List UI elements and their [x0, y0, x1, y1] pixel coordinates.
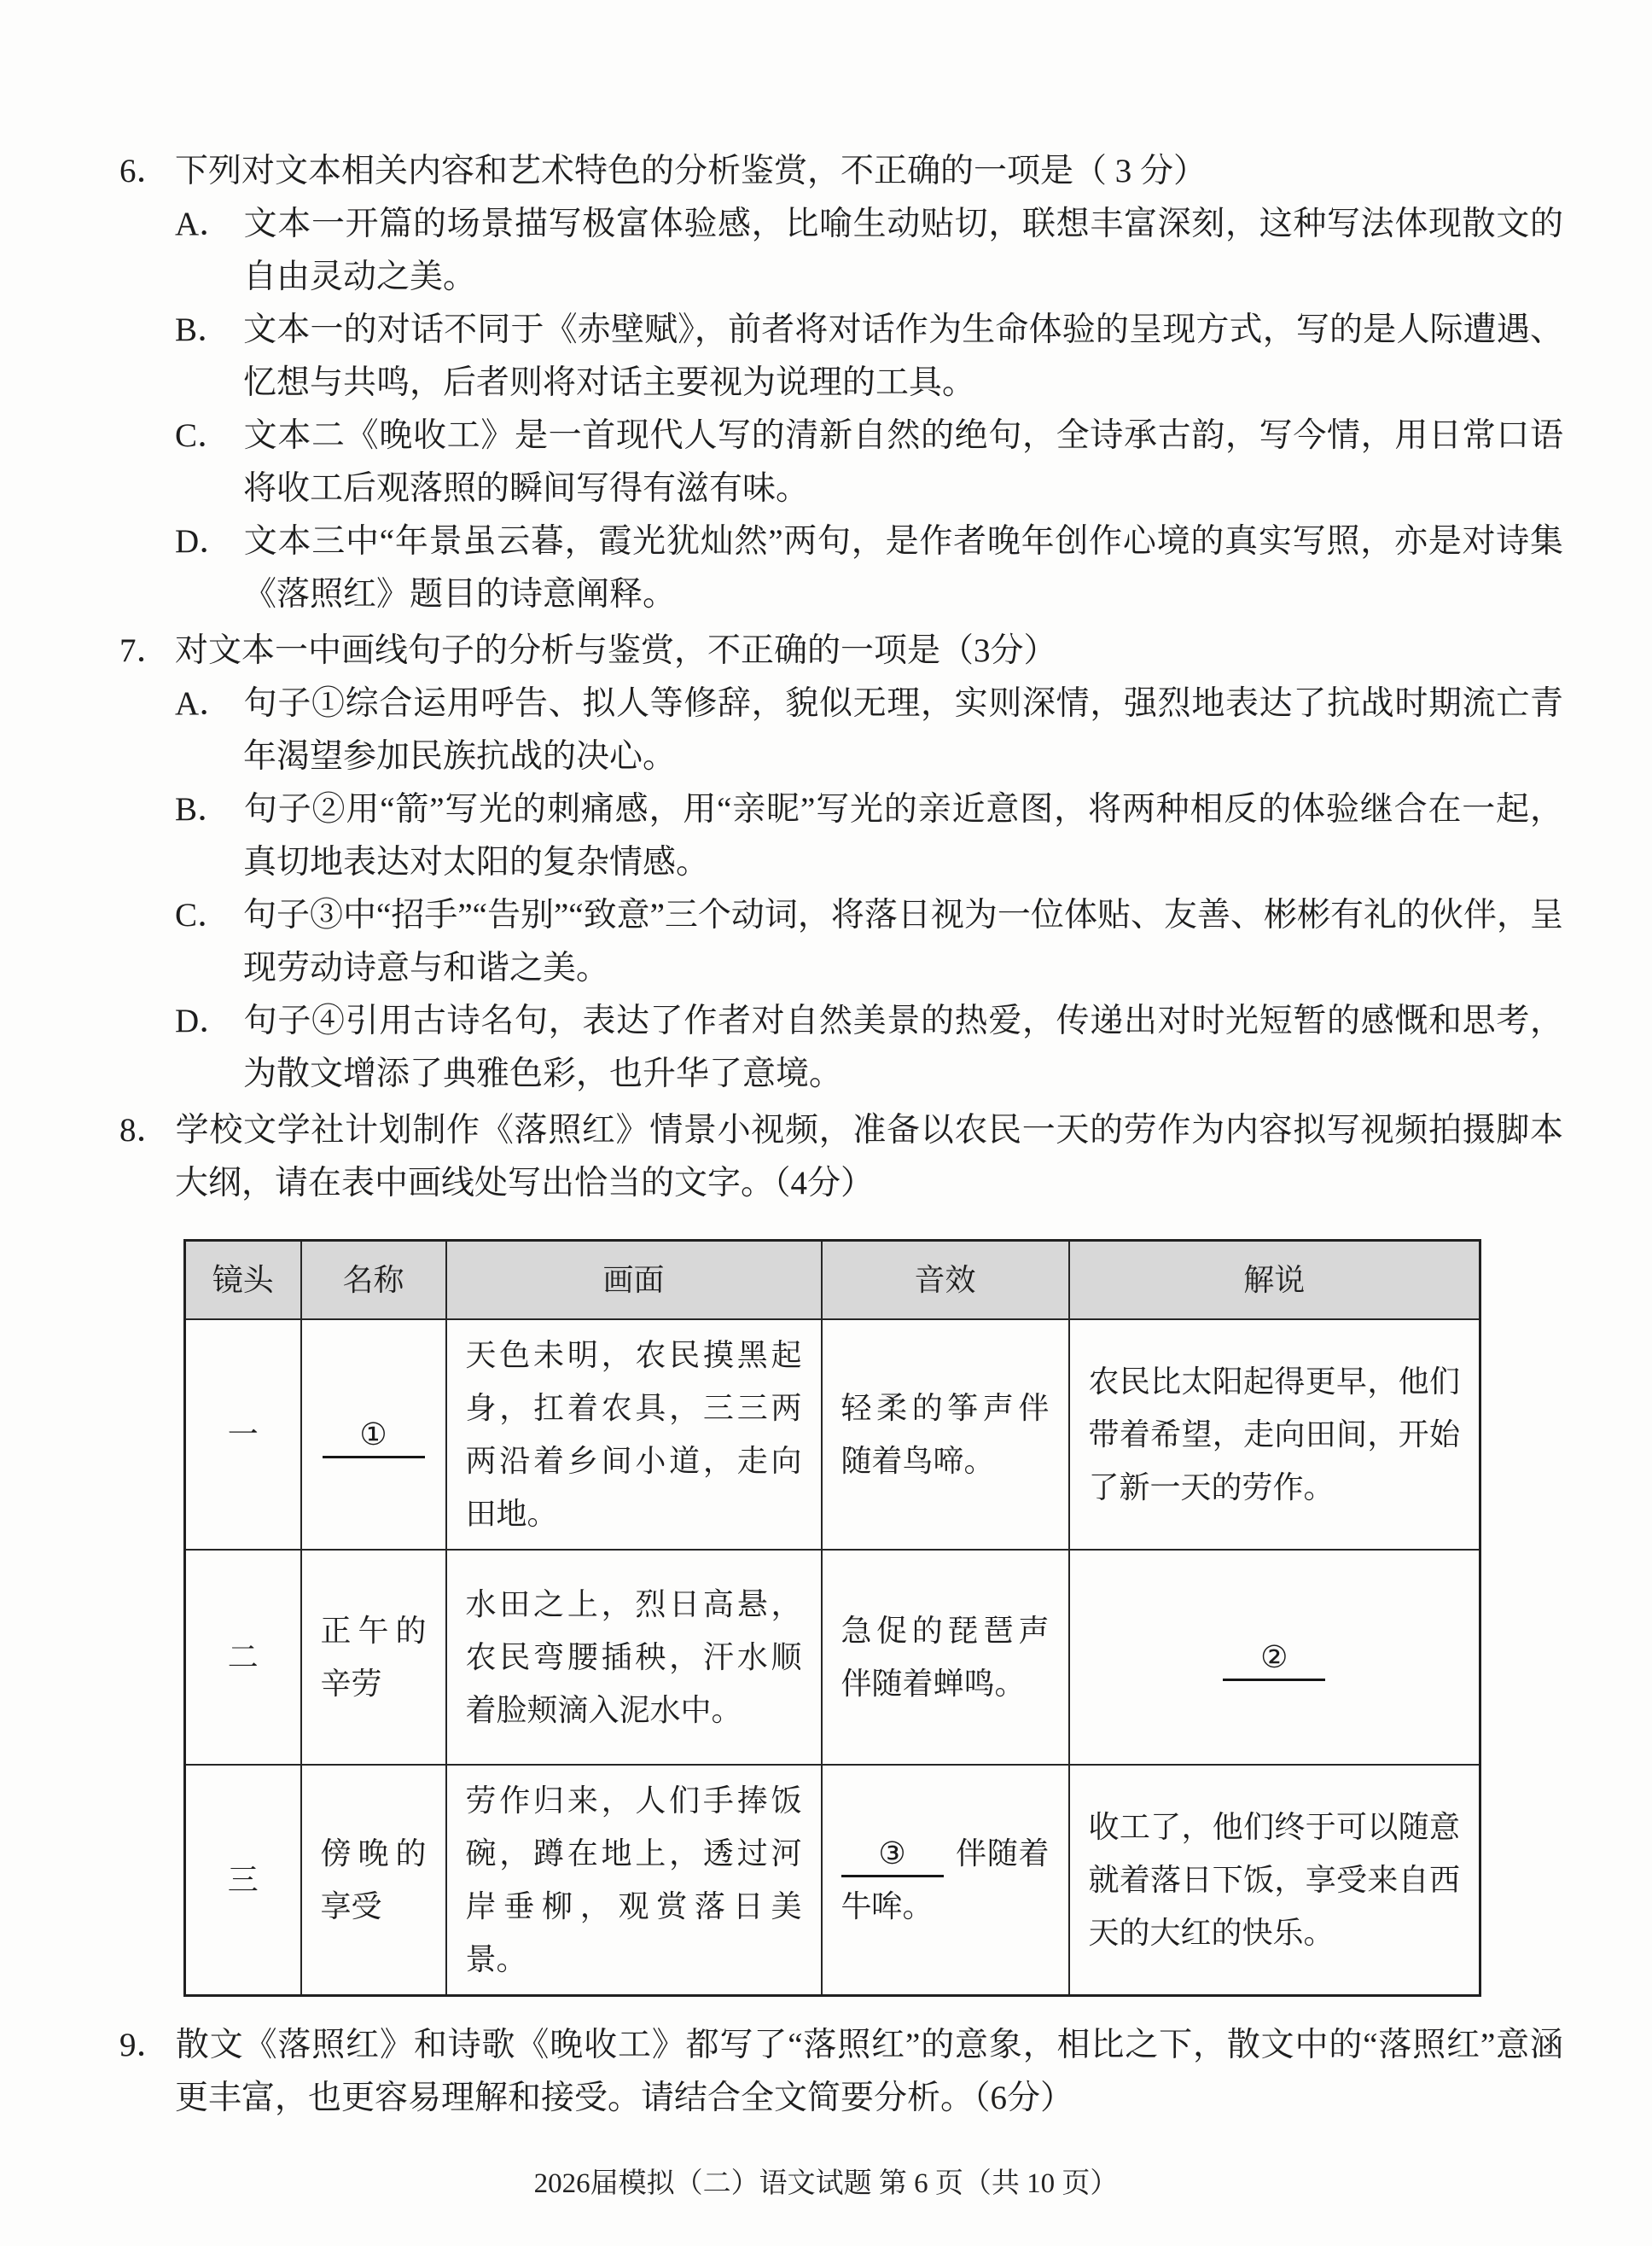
cell-text: 正午的辛劳 — [320, 1614, 427, 1701]
blank-field-1: ① — [323, 1417, 425, 1458]
cell-scene-2 — [446, 1550, 822, 1765]
cell-scene-1 — [446, 1319, 822, 1550]
question-7-option-a — [175, 678, 1563, 783]
question-6-option-b — [175, 304, 1563, 410]
table-row-1 — [185, 1319, 1480, 1550]
option-label: C． — [175, 417, 231, 454]
option-text: 句子④引用古诗名句，表达了作者对自然美景的热爱，传递出对时光短暂的感慨和思考，为散文增添了典雅色彩，也升华了意境。 — [243, 1003, 1563, 1092]
option-text: 文本一的对话不同于《赤壁赋》，前者将对话作为生命体验的呈现方式，写的是人际遭遇、忆想与共鸣，后者则将对话主要视为说理的工具。 — [243, 311, 1563, 401]
cell-name-3 — [301, 1765, 446, 1996]
cell-sound-2 — [822, 1550, 1069, 1765]
question-7-stem-text: 对文本一中画线句子的分析与鉴赏，不正确的一项是（3分） — [175, 632, 1057, 669]
option-text: 文本二《晚收工》是一首现代人写的清新自然的绝句，全诗承古韵，写今情，用日常口语将收工后观落照的瞬间写得有滋有味。 — [243, 417, 1563, 507]
cell-text: 二 — [227, 1640, 259, 1674]
question-9-stem — [119, 2019, 1563, 2125]
col-header-name: 名称 — [301, 1241, 446, 1320]
col-header-scene: 画面 — [446, 1241, 822, 1320]
cell-narration-1 — [1069, 1319, 1480, 1550]
option-text: 文本三中“年景虽云暮，霞光犹灿然”两句，是作者晚年创作心境的真实写照，亦是对诗集《落照红》题目的诗意阐释。 — [243, 523, 1563, 613]
option-label: D． — [175, 1003, 233, 1039]
page-footer-text: 2026届模拟（二）语文试题 第 6 页（共 10 页） — [533, 2168, 1119, 2199]
cell-text: 收工了，他们终于可以随意就着落日下饭，享受来自西天的大红的快乐。 — [1088, 1810, 1460, 1950]
cell-text: 劳作归来，人们手捧饭碗，蹲在地上，透过河岸垂柳，观赏落日美景。 — [465, 1783, 802, 1976]
blank-field-3: ③ — [841, 1836, 944, 1877]
option-label: B． — [175, 311, 231, 348]
question-7-number: 7． — [119, 632, 170, 669]
col-header-sound: 音效 — [822, 1241, 1069, 1320]
cell-sound-3 — [822, 1765, 1069, 1996]
question-9 — [119, 2019, 1563, 2125]
table-row-2 — [185, 1550, 1480, 1765]
cell-text: 天色未明，农民摸黑起身，扛着农具，三三两两沿着乡间小道，走向田地。 — [465, 1338, 802, 1531]
col-header-shot: 镜头 — [185, 1241, 301, 1320]
table-header-row — [185, 1241, 1480, 1320]
question-8-stem — [119, 1104, 1563, 1210]
cell-text: 轻柔的筝声伴随着鸟啼。 — [841, 1391, 1050, 1478]
question-6-option-c — [175, 410, 1563, 515]
cell-text: 一 — [227, 1417, 259, 1452]
table-row-3 — [185, 1765, 1480, 1996]
cell-text: 农民比太阳起得更早，他们带着希望，走向田间，开始了新一天的劳作。 — [1088, 1364, 1460, 1504]
question-6 — [119, 145, 1563, 621]
cell-name-2 — [301, 1550, 446, 1765]
cell-narration-3 — [1069, 1765, 1480, 1996]
question-6-stem — [119, 145, 1563, 198]
question-7-option-b — [175, 783, 1563, 889]
option-text: 句子③中“招手”“告别”“致意”三个动词，将落日视为一位体贴、友善、彬彬有礼的伙伴，呈现劳动诗意与和谐之美。 — [243, 897, 1563, 986]
question-6-number: 6． — [119, 153, 170, 189]
col-header-narration: 解说 — [1069, 1241, 1480, 1320]
option-label: B． — [175, 791, 231, 828]
question-6-option-a — [175, 198, 1563, 304]
cell-shot-1 — [185, 1319, 301, 1550]
option-label: A． — [175, 685, 233, 722]
question-6-options — [175, 198, 1563, 621]
option-text: 句子①综合运用呼告、拟人等修辞，貌似无理，实则深情，强烈地表达了抗战时期流亡青年渴望参加民族抗战的决心。 — [243, 685, 1563, 775]
cell-scene-3 — [446, 1765, 822, 1996]
question-8 — [119, 1104, 1563, 1997]
exam-content — [119, 142, 1563, 2125]
question-8-stem-text: 学校文学社计划制作《落照红》情景小视频，准备以农民一天的劳作为内容拟写视频拍摄脚本大纲，请在表中画线处写出恰当的文字。（4分） — [175, 1112, 1563, 1202]
option-text: 句子②用“箭”写光的刺痛感，用“亲昵”写光的亲近意图，将两种相反的体验继合在一起，真切地表达对太阳的复杂情感。 — [243, 791, 1563, 881]
question-6-stem-text: 下列对文本相关内容和艺术特色的分析鉴赏，不正确的一项是（ 3 分） — [175, 153, 1207, 189]
question-9-stem-text: 散文《落照红》和诗歌《晚收工》都写了“落照红”的意象，相比之下，散文中的“落照红”意涵更丰富，也更容易理解和接受。请结合全文简要分析。（6分） — [175, 2027, 1563, 2116]
option-label: D． — [175, 523, 233, 560]
question-7 — [119, 625, 1563, 1101]
question-9-number: 9． — [119, 2027, 170, 2063]
cell-text: 急促的琵琶声伴随着蝉鸣。 — [841, 1614, 1050, 1701]
cell-text: 傍晚的享受 — [320, 1836, 427, 1923]
question-7-stem — [119, 625, 1563, 678]
question-7-option-d — [175, 995, 1563, 1101]
cell-narration-2 — [1069, 1550, 1480, 1765]
cell-shot-2 — [185, 1550, 301, 1765]
cell-text: 水田之上，烈日高悬，农民弯腰插秧，汗水顺着脸颊滴入泥水中。 — [465, 1587, 802, 1727]
storyboard-table — [183, 1239, 1481, 1997]
cell-text: 伴随着牛哞。 — [841, 1836, 1050, 1923]
question-7-option-c — [175, 889, 1563, 995]
question-8-number: 8． — [119, 1112, 170, 1149]
page-footer — [0, 2157, 1652, 2210]
question-7-options — [175, 678, 1563, 1101]
question-6-option-d — [175, 515, 1563, 621]
cell-name-1 — [301, 1319, 446, 1550]
blank-field-2: ② — [1223, 1639, 1325, 1681]
cell-sound-1 — [822, 1319, 1069, 1550]
option-label: C． — [175, 897, 231, 934]
option-label: A． — [175, 206, 233, 242]
cell-text: 三 — [227, 1863, 259, 1897]
cell-shot-3 — [185, 1765, 301, 1996]
option-text: 文本一开篇的场景描写极富体验感，比喻生动贴切，联想丰富深刻，这种写法体现散文的自由灵动之美。 — [243, 206, 1563, 295]
